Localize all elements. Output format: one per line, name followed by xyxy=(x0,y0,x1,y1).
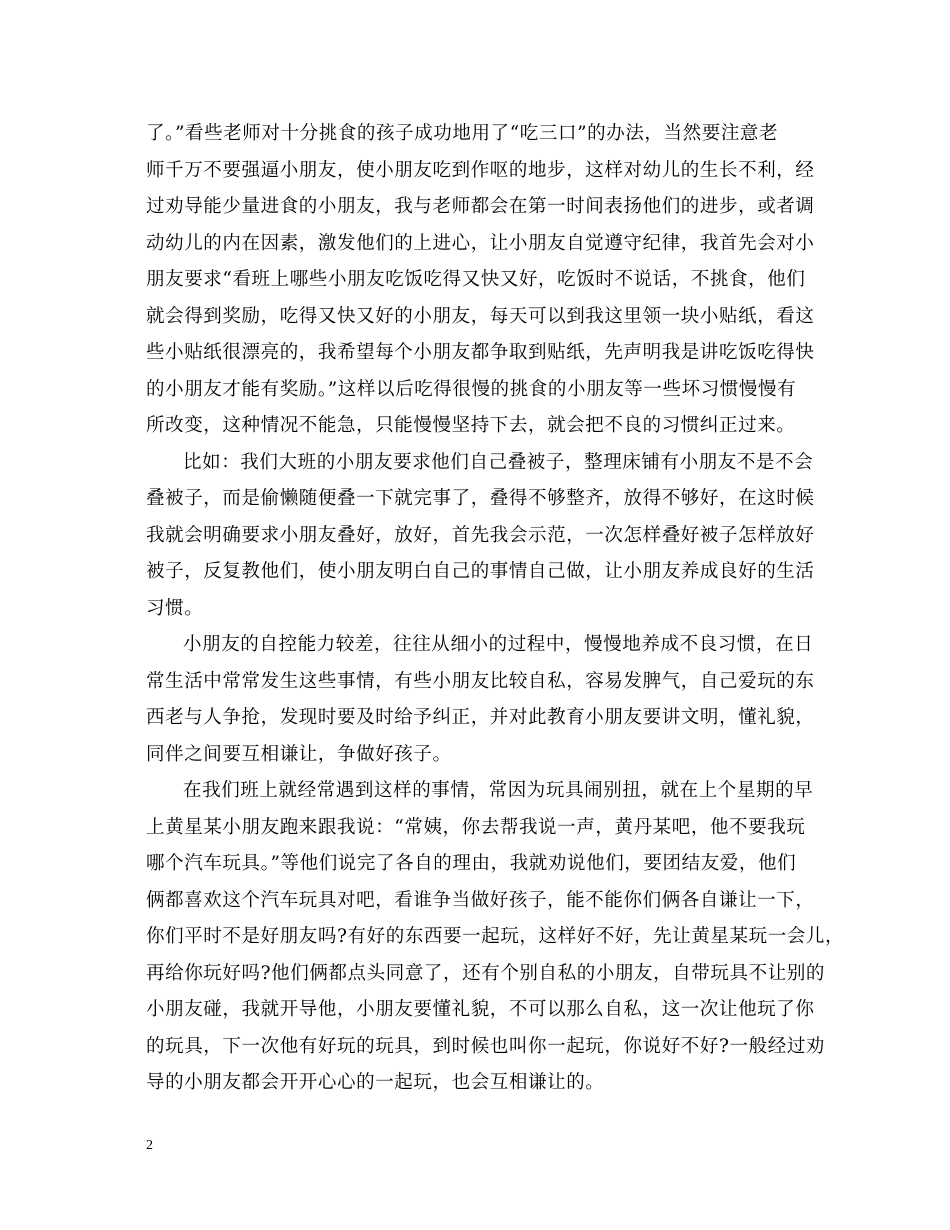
text-line: 常生活中常常发生这些事情，有些小朋友比较自私，容易发脾气，自己爱玩的东 xyxy=(146,670,815,692)
text-line: 你们平时不是好朋友吗?有好的东西要一起玩，这样好不好，先让黄星某玩一会儿， xyxy=(146,926,845,947)
text-line: 再给你玩好吗?他们俩都点头同意了，还有个别自私的小朋友，自带玩具不让别的 xyxy=(146,962,826,984)
text-line: 叠被子，而是偷懒随便叠一下就完事了，叠得不够整齐，放得不够好，在这时候 xyxy=(146,488,815,509)
document-body xyxy=(146,116,845,1102)
text-line: 就会得到奖励，吃得又快又好的小朋友，每天可以到我这里领一块小贴纸，看这 xyxy=(146,305,815,327)
text-line: 上黄星某小朋友跑来跟我说：“常姨，你去帮我说一声，黄丹某吧，他不要我玩 xyxy=(146,816,806,838)
paragraph xyxy=(146,627,836,773)
text-line: 同伴之间要互相谦让，争做好孩子。 xyxy=(146,743,452,765)
text-line: 师千万不要强逼小朋友，使小朋友吃到作呕的地步，这样对幼儿的生长不利，经 xyxy=(146,159,815,181)
paragraph xyxy=(146,116,836,445)
text-line: 些小贴纸很漂亮的，我希望每个小朋友都争取到贴纸，先声明我是讲吃饭吃得快 xyxy=(146,342,815,363)
text-line: 所改变，这种情况不能急，只能慢慢坚持下去，就会把不良的习惯纠正过来。 xyxy=(146,415,796,436)
text-line: 哪个汽车玩具。”等他们说完了各自的理由，我就劝说他们，要团结友爱，他们 xyxy=(146,853,797,874)
text-line: 动幼儿的内在因素，激发他们的上进心，让小朋友自觉遵守纪律，我首先会对小 xyxy=(146,232,815,254)
text-line: 被子，反复教他们，使小朋友明白自己的事情自己做，让小朋友养成良好的生活 xyxy=(146,561,815,582)
text-line: 习惯。 xyxy=(146,597,204,619)
text-line: 的玩具，下一次他有好玩的玩具，到时候也叫你一起玩，你说好不好?一般经过劝 xyxy=(146,1035,826,1057)
text-line: 西老与人争抢，发现时要及时给予纠正，并对此教育小朋友要讲文明，懂礼貌， xyxy=(146,707,815,728)
text-line: 的小朋友才能有奖励。”这样以后吃得很慢的挑食的小朋友等一些坏习惯慢慢有 xyxy=(146,378,797,400)
text-line: 过劝导能少量进食的小朋友，我与老师都会在第一时间表扬他们的进步，或者调 xyxy=(146,196,815,217)
text-line: 朋友要求“看班上哪些小朋友吃饭吃得又快又好，吃饭时不说话，不挑食，他们 xyxy=(146,269,806,290)
paragraph xyxy=(146,773,845,1102)
text-line: 小朋友碰，我就开导他，小朋友要懂礼貌，不可以那么自私，这一次让他玩了你 xyxy=(146,999,815,1020)
page-number: 2 xyxy=(146,1138,153,1153)
text-line: 导的小朋友都会开开心心的一起玩，也会互相谦让的。 xyxy=(146,1072,605,1093)
text-line: 比如：我们大班的小朋友要求他们自己叠被子，整理床铺有小朋友不是不会 xyxy=(183,451,814,473)
paragraph xyxy=(146,445,836,628)
text-line: 我就会明确要求小朋友叠好，放好，首先我会示范，一次怎样叠好被子怎样放好 xyxy=(146,524,815,546)
text-line: 在我们班上就经常遇到这样的事情，常因为玩具闹别扭，就在上个星期的早 xyxy=(183,780,814,801)
text-line: 了。”看些老师对十分挑食的孩子成功地用了“吃三口”的办法，当然要注意老 xyxy=(146,123,779,144)
text-line: 小朋友的自控能力较差，往往从细小的过程中，慢慢地养成不良习惯，在日 xyxy=(183,634,814,655)
text-line: 俩都喜欢这个汽车玩具对吧，看谁争当做好孩子，能不能你们俩各自谦让一下， xyxy=(146,889,815,911)
